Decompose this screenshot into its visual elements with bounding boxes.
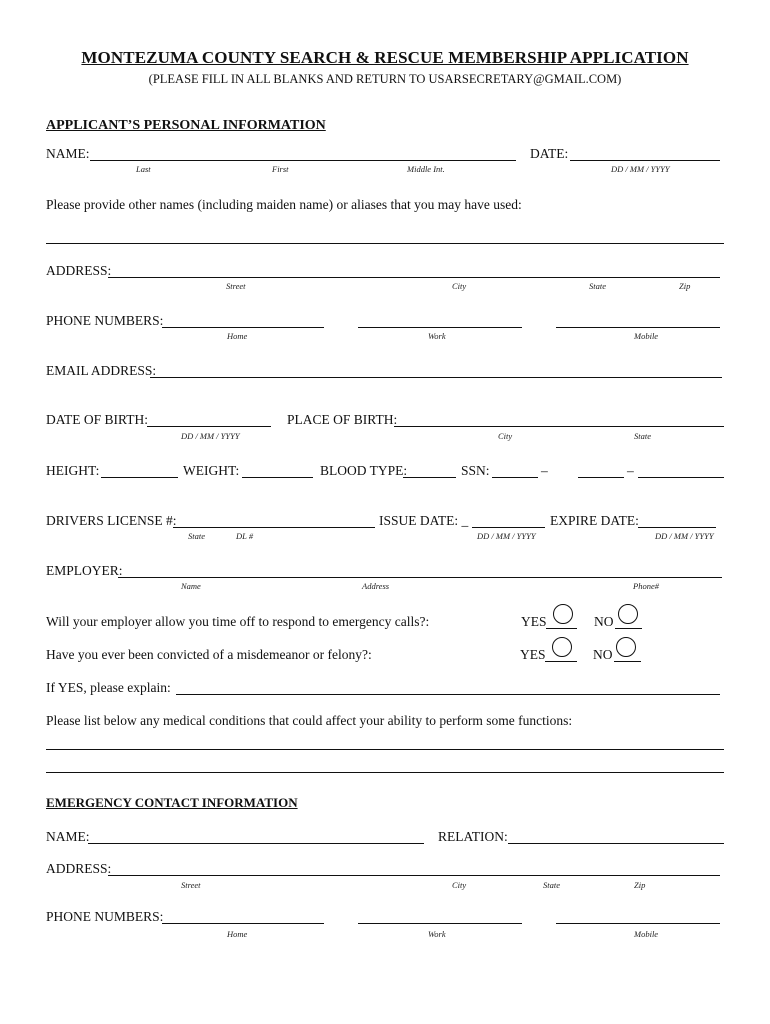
- weight-field[interactable]: [242, 477, 313, 478]
- emergency-phone-sub-work: Work: [428, 929, 446, 939]
- pob-label: PLACE OF BIRTH:: [287, 412, 398, 427]
- issue-date-field[interactable]: [472, 527, 545, 528]
- emergency-phone-home-field[interactable]: [162, 923, 324, 924]
- dob-sub: DD / MM / YYYY: [181, 431, 240, 441]
- timeoff-yes-line: [546, 628, 577, 629]
- expire-date-label: EXPIRE DATE:: [550, 513, 639, 528]
- timeoff-no-line: [615, 628, 642, 629]
- timeoff-question: Will your employer allow you time off to respond to emergency calls?:: [46, 614, 430, 629]
- weight-label: WEIGHT:: [183, 463, 240, 478]
- relation-field[interactable]: [508, 843, 724, 844]
- phone-mobile-field[interactable]: [556, 327, 720, 328]
- timeoff-no-label: NO: [594, 614, 614, 629]
- drivers-license-field[interactable]: [173, 527, 375, 528]
- emergency-address-label: ADDRESS:: [46, 861, 112, 876]
- employer-field[interactable]: [118, 577, 722, 578]
- ssn-part3-field[interactable]: [638, 477, 724, 478]
- phone-sub-home: Home: [227, 331, 248, 341]
- name-label: NAME:: [46, 146, 90, 161]
- dob-label: DATE OF BIRTH:: [46, 412, 148, 427]
- relation-label: RELATION:: [438, 829, 508, 844]
- emergency-name-field[interactable]: [88, 843, 424, 844]
- emergency-address-sub-zip: Zip: [634, 880, 646, 890]
- form-title: MONTEZUMA COUNTY SEARCH & RESCUE MEMBERSHIP APPLICATION: [81, 48, 689, 67]
- explain-label: If YES, please explain:: [46, 680, 171, 695]
- emergency-section-title: EMERGENCY CONTACT INFORMATION: [46, 795, 298, 810]
- form-subtitle: (PLEASE FILL IN ALL BLANKS AND RETURN TO USARSECRETARY@GMAIL.COM): [148, 72, 622, 86]
- emergency-address-sub-state: State: [543, 880, 560, 890]
- issue-date-sub: DD / MM / YYYY: [477, 531, 536, 541]
- name-field[interactable]: [108, 160, 516, 161]
- email-label: EMAIL ADDRESS:: [46, 363, 157, 378]
- emergency-phone-mobile-field[interactable]: [556, 923, 720, 924]
- employer-label: EMPLOYER:: [46, 563, 123, 578]
- emergency-address-sub-city: City: [452, 880, 467, 890]
- blood-type-field[interactable]: [403, 477, 456, 478]
- date-sub: DD / MM / YYYY: [611, 164, 670, 174]
- phone-home-field[interactable]: [162, 327, 324, 328]
- ssn-part1-field[interactable]: [492, 477, 538, 478]
- medical-field-2[interactable]: [46, 772, 724, 773]
- height-label: HEIGHT:: [46, 463, 100, 478]
- date-field[interactable]: [570, 160, 720, 161]
- timeoff-no-radio[interactable]: [618, 604, 638, 624]
- name-sub-first: First: [272, 164, 289, 174]
- explain-field[interactable]: [176, 694, 720, 695]
- pob-sub-city: City: [498, 431, 513, 441]
- ssn-label: SSN:: [461, 463, 490, 478]
- pob-field[interactable]: [394, 426, 724, 427]
- dl-sub-number: DL #: [236, 531, 254, 541]
- ssn-part2-field[interactable]: [578, 477, 624, 478]
- employer-sub-name: Name: [181, 581, 201, 591]
- emergency-phone-sub-mobile: Mobile: [634, 929, 659, 939]
- address-label: ADDRESS:: [46, 263, 112, 278]
- drivers-license-label: DRIVERS LICENSE #:: [46, 513, 177, 528]
- phone-sub-mobile: Mobile: [634, 331, 659, 341]
- address-sub-street: Street: [226, 281, 246, 291]
- convicted-yes-radio[interactable]: [552, 637, 572, 657]
- convicted-no-line: [614, 661, 641, 662]
- issue-date-label: ISSUE DATE: _: [379, 513, 469, 528]
- emergency-phone-work-field[interactable]: [358, 923, 522, 924]
- emergency-address-field[interactable]: [108, 875, 720, 876]
- phone-sub-work: Work: [428, 331, 446, 341]
- timeoff-yes-radio[interactable]: [553, 604, 573, 624]
- expire-date-sub: DD / MM / YYYY: [655, 531, 714, 541]
- email-field[interactable]: [150, 377, 722, 378]
- phone-label: PHONE NUMBERS:: [46, 313, 164, 328]
- name-line-start: [90, 160, 108, 161]
- address-sub-state: State: [589, 281, 606, 291]
- dl-sub-state: State: [188, 531, 205, 541]
- pob-sub-state: State: [634, 431, 651, 441]
- emergency-address-sub-street: Street: [181, 880, 201, 890]
- medical-field-1[interactable]: [46, 749, 724, 750]
- ssn-dash-2: –: [627, 463, 634, 478]
- emergency-name-label: NAME:: [46, 829, 90, 844]
- convicted-no-label: NO: [593, 647, 613, 662]
- applicant-section-title: APPLICANT’S PERSONAL INFORMATION: [46, 118, 326, 133]
- address-sub-zip: Zip: [679, 281, 691, 291]
- medical-label: Please list below any medical conditions that could affect your ability to perform some functions:: [46, 713, 573, 728]
- convicted-yes-line: [545, 661, 577, 662]
- aliases-label: Please provide other names (including maiden name) or aliases that you may have used:: [46, 197, 522, 212]
- convicted-question: Have you ever been convicted of a misdemeanor or felony?:: [46, 647, 372, 662]
- convicted-no-radio[interactable]: [616, 637, 636, 657]
- employer-sub-phone: Phone#: [633, 581, 659, 591]
- ssn-dash-1: –: [541, 463, 548, 478]
- date-label: DATE:: [530, 146, 569, 161]
- phone-work-field[interactable]: [358, 327, 522, 328]
- expire-date-field[interactable]: [638, 527, 716, 528]
- emergency-phone-sub-home: Home: [227, 929, 248, 939]
- name-sub-last: Last: [136, 164, 151, 174]
- convicted-yes-label: YES: [520, 647, 546, 662]
- employer-sub-address: Address: [362, 581, 390, 591]
- name-sub-middle: Middle Int.: [407, 164, 445, 174]
- address-sub-city: City: [452, 281, 467, 291]
- timeoff-yes-label: YES: [521, 614, 547, 629]
- emergency-phone-label: PHONE NUMBERS:: [46, 909, 164, 924]
- aliases-field[interactable]: [46, 243, 724, 244]
- dob-field[interactable]: [147, 426, 271, 427]
- height-field[interactable]: [101, 477, 178, 478]
- blood-type-label: BLOOD TYPE:: [320, 463, 408, 478]
- address-field[interactable]: [108, 277, 720, 278]
